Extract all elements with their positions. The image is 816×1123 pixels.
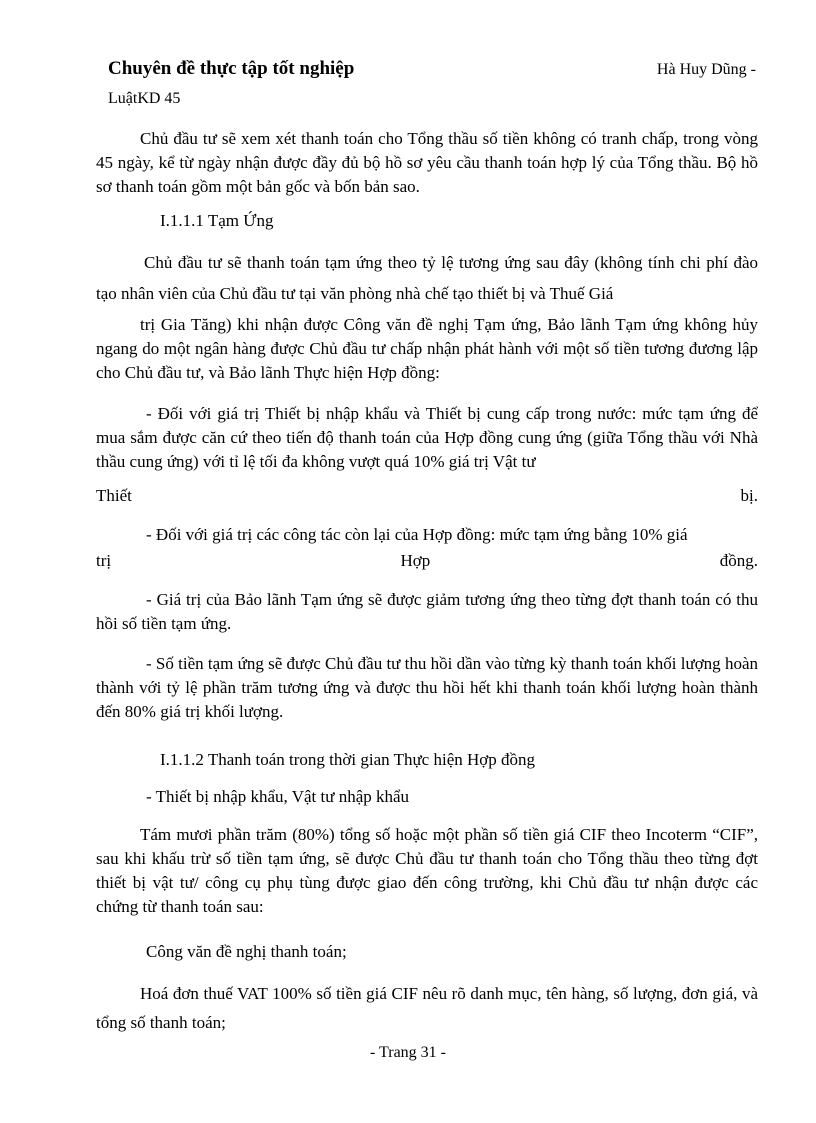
- author-name: Hà Huy Dũng -: [656, 61, 756, 78]
- class-name: LuậtKD 45: [108, 90, 181, 107]
- paragraph-advance-conditions: trị Gia Tăng) khi nhận được Công văn đề nghị Tạm ứng, Bảo lãnh Tạm ứng không hủy ngang do một ngân hàng được Chủ đầu tư chấp nhận phát hành với một số tiền tương đương lập cho Chủ đầu tư, và Bảo lãnh Thực hiện Hợp đồng:: [96, 315, 758, 382]
- bullet-other-works-advance: - Đối với giá trị các công tác còn lại của Hợp đồng: mức tạm ứng bằng 10% giá: [146, 525, 688, 544]
- bullet-equipment-advance-end: [96, 486, 758, 506]
- word-2: Hợp: [400, 551, 431, 570]
- list-item-payment-request: Công văn đề nghị thanh toán;: [146, 942, 347, 961]
- bullet-guarantee-reduction: - Giá trị của Bảo lãnh Tạm ứng sẽ được giảm tương ứng theo từng đợt thanh toán có thu hồi số tiền tạm ứng.: [96, 590, 758, 633]
- word-right: bị.: [740, 486, 758, 505]
- word-1: trị: [96, 551, 112, 570]
- page-number: - Trang 31 -: [369, 1044, 446, 1061]
- bullet-advance-recovery: - Số tiền tạm ứng sẽ được Chủ đầu tư thu hồi dần vào từng kỳ thanh toán khối lượng hoàn thành với tỷ lệ phần trăm tương ứng và được thu hồi hết khi thanh toán khối lượng hoàn thành đến 80% giá trị khối lượng.: [96, 654, 758, 721]
- bullet-equipment-advance: - Đối với giá trị Thiết bị nhập khẩu và Thiết bị cung cấp trong nước: mức tạm ứng để mua sắm được căn cứ theo tiến độ thanh toán của Hợp đồng cung ứng (giữa Tổng thầu với Nhà thầu cung ứng) với tỉ lệ tối đa không vượt quá 10% giá trị Vật tư: [96, 404, 758, 471]
- section-heading-payment: I.1.1.2 Thanh toán trong thời gian Thực hiện Hợp đồng: [160, 750, 536, 769]
- paragraph-advance-intro: Chủ đầu tư sẽ thanh toán tạm ứng theo tỷ lệ tương ứng sau đây (không tính chi phí đào tạo nhân viên của Chủ đầu tư tại văn phòng nhà chế tạo thiết bị và Thuế Giá: [96, 253, 758, 303]
- subheading-imported-equipment: - Thiết bị nhập khẩu, Vật tư nhập khẩu: [146, 787, 410, 806]
- word-3: đồng.: [719, 551, 758, 570]
- paragraph-payment-terms: Chủ đầu tư sẽ xem xét thanh toán cho Tổng thầu số tiền không có tranh chấp, trong vòng 45 ngày, kể từ ngày nhận được đầy đủ bộ hồ sơ yêu cầu thanh toán hợp lý của Tổng thầu. Bộ hồ sơ thanh toán gồm một bản gốc và bốn bản sao.: [96, 129, 758, 196]
- bullet-other-works-advance-end: [96, 551, 758, 571]
- section-heading-advance: I.1.1.1 Tạm Ứng: [160, 211, 274, 230]
- word-left: Thiết: [96, 486, 132, 505]
- paragraph-cif-payment: Tám mươi phần trăm (80%) tổng số hoặc một phần số tiền giá CIF theo Incoterm “CIF”, sau khi khấu trừ số tiền tạm ứng, sẽ được Chủ đầu tư thanh toán cho Tổng thầu theo từng đợt thiết bị vật tư/ công cụ phụ tùng được giao đến công trường, khi Chủ đầu tư nhận được các chứng từ thanh toán sau:: [96, 825, 758, 916]
- list-item-vat-invoice: Hoá đơn thuế VAT 100% số tiền giá CIF nêu rõ danh mục, tên hàng, số lượng, đơn giá, và tổng số thanh toán;: [96, 984, 758, 1032]
- document-title: Chuyên đề thực tập tốt nghiệp: [108, 58, 355, 79]
